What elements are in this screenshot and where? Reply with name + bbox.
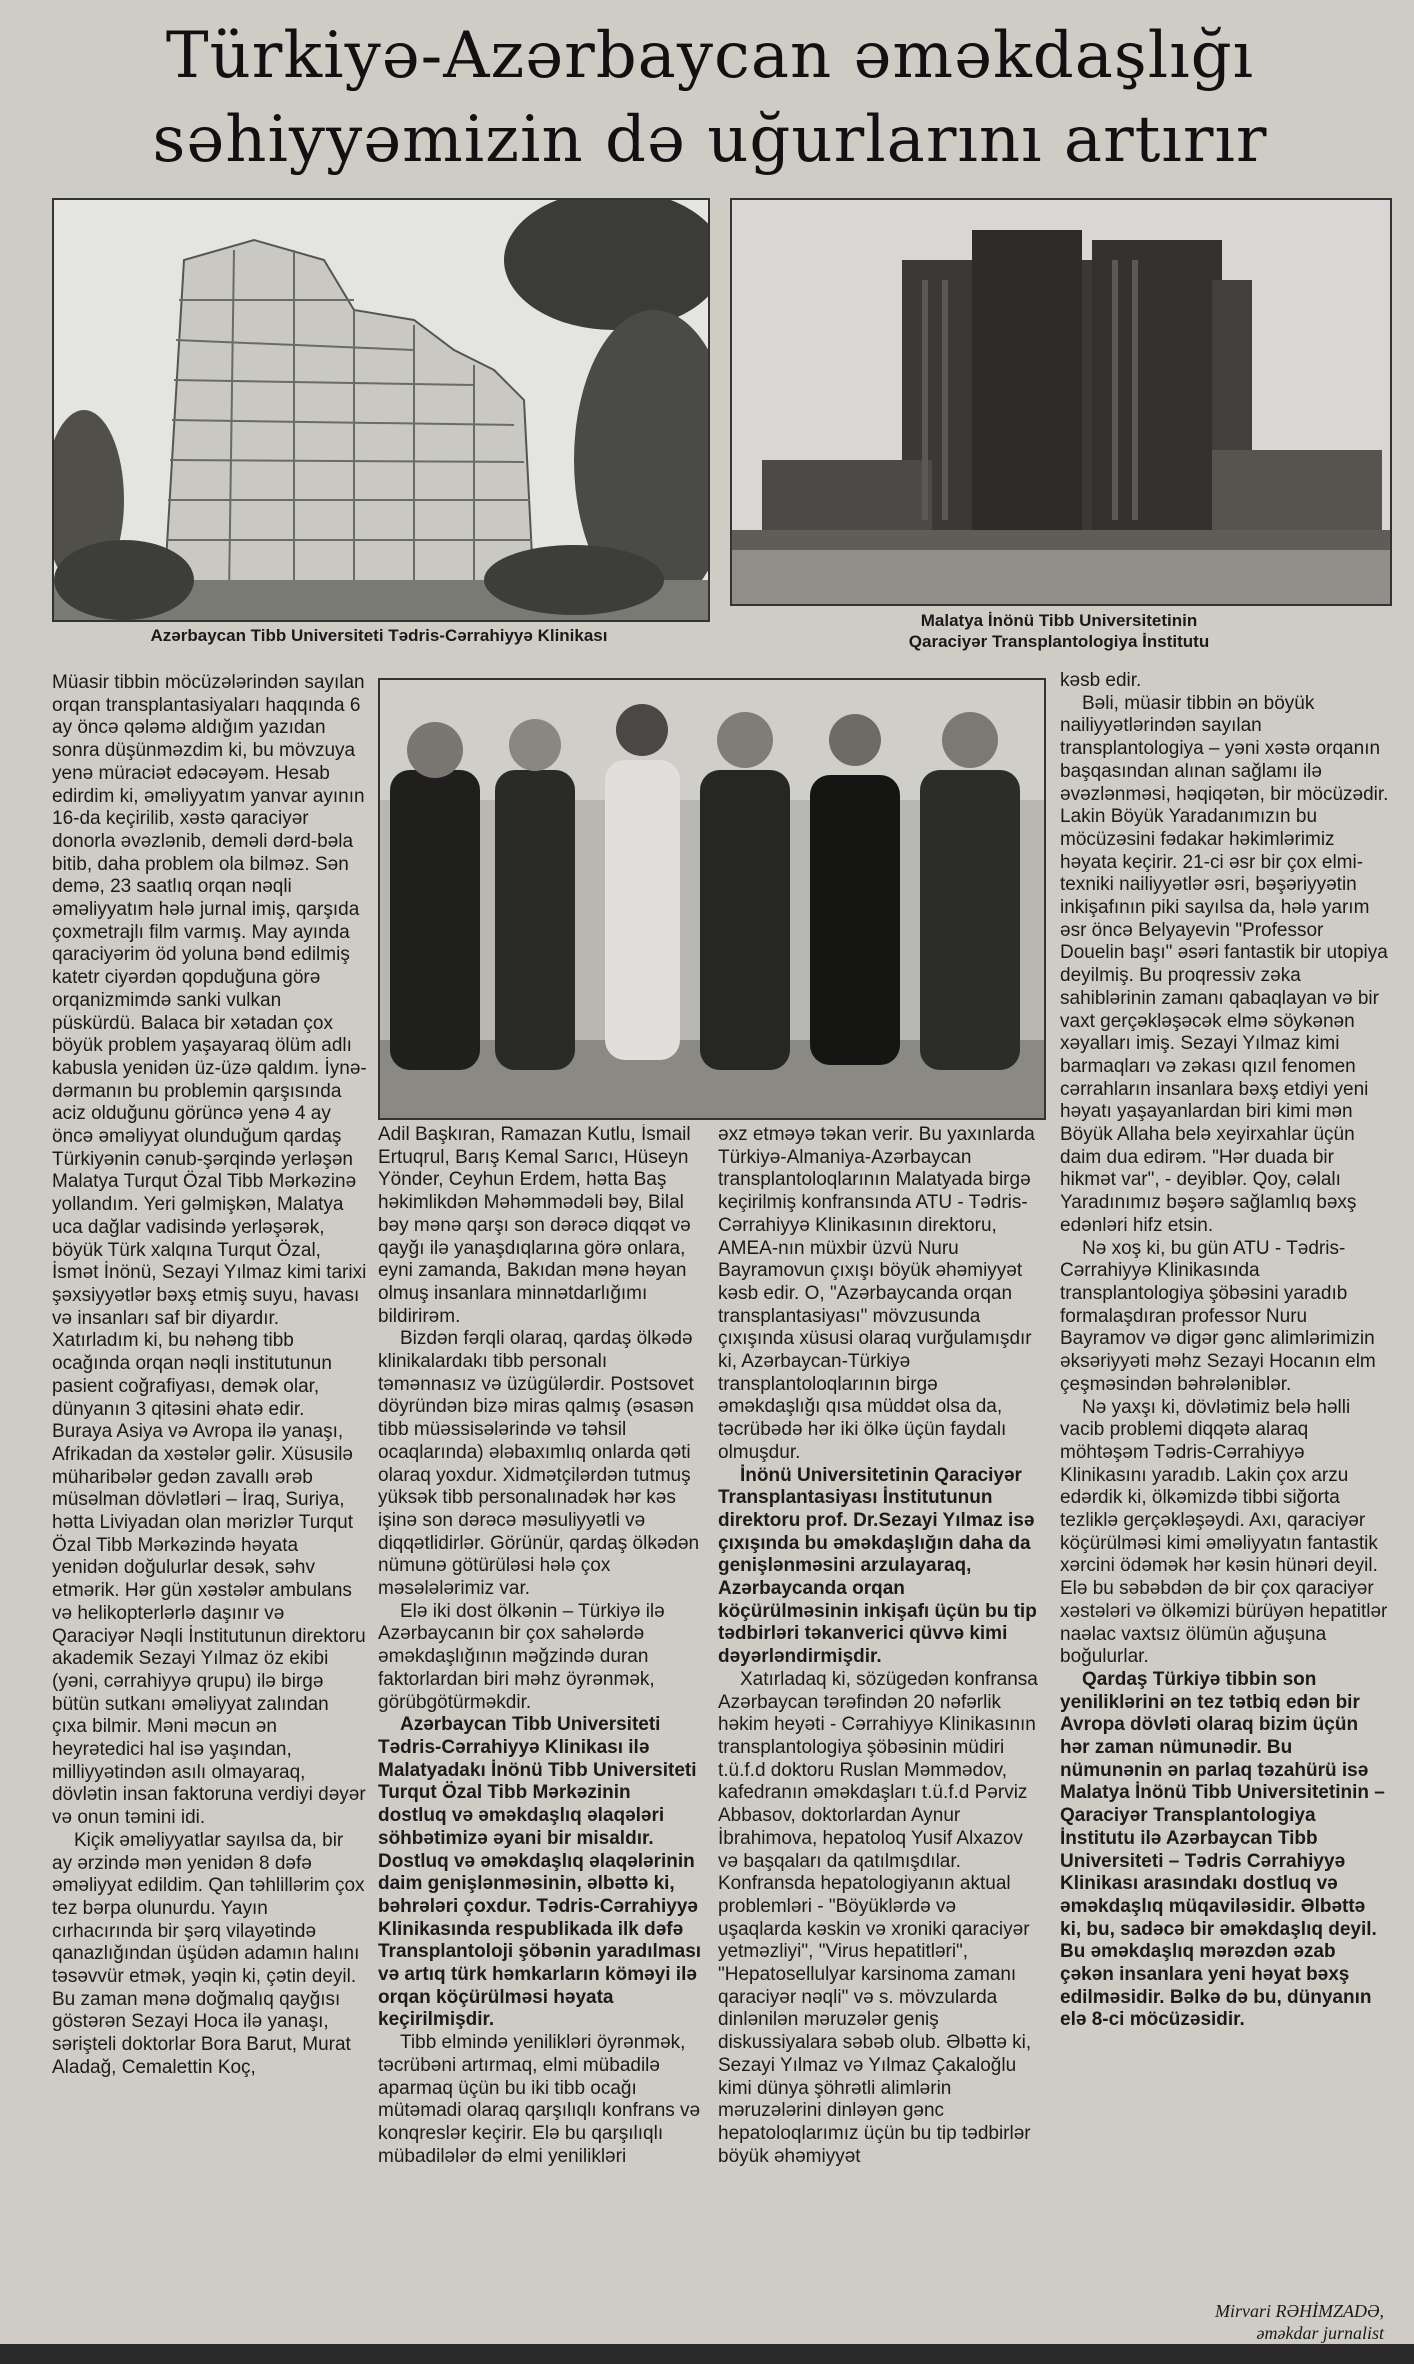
group-photo-illustration <box>380 680 1044 1118</box>
col4-paragraph-4: Nə yaxşı ki, dövlətimiz belə həlli vacib problemi diqqətə alaraq möhtəşəm Tədris-Cərrahiyyə Klinikasını yaradıb. Lakin çox arzu edərdik ki, ölkəmizdə tibbi siğorta tezliklə gerçəkləşəydi. Axı, qaraciyər köçürülməsi kimi əməliyyatın fantastik xərcini ödəmək hər kəsin hünəri deyil. Elə bu səbəbdən də bir çox qaraciyər xəstələri və ölkəmizi bürüyən hepatitlər naəlac vaxtsız ölümün ağuşuna boğulurlar. <box>1060 1396 1388 1668</box>
col2-paragraph-4-bold: Azərbaycan Tibb Universiteti Tədris-Cərrahiyyə Klinikası ilə Malatyadakı İnönü Tibb Universiteti Turqut Özal Tibb Mərkəzinin dostluq və əməkdaşlıq əlaqələri söhbətimizə əyani bir misaldır. Dostluq və əməkdaşlıq əlaqələrinin daim genişlənməsinin, əlbəttə ki, bəhrələri çoxdur. Tədris-Cərrahiyyə Klinikasında respublikada ilk dəfə Transplantoloji şöbənin yaradılması və artıq türk həmkarların köməyi ilə orqan köçürülməsi həyata keçirilmişdir. <box>378 1714 702 2031</box>
clinic-photo-caption: Azərbaycan Tibb Universiteti Tədris-Cərrahiyyə Klinikası <box>150 626 608 645</box>
article-column-3 <box>718 1124 1042 2336</box>
col2-paragraph-3: Elə iki dost ölkənin – Türkiyə ilə Azərbaycanın bir çox sahələrdə əməkdaşlığının məğzində duran faktorlardan biri məhz öyrənmək, görübgötürməkdir. <box>378 1600 665 1713</box>
headline-line-1: Türkiyə-Azərbaycan əməkdaşlığı <box>165 19 1255 93</box>
headline-line-2: səhiyyəmizin də uğurlarını artırır <box>152 103 1268 177</box>
institute-building-photo <box>730 198 1392 606</box>
bottom-edge-strip <box>0 2344 1414 2364</box>
col3-paragraph-1: əxz etməyə təkan verir. Bu yaxınlarda Türkiyə-Almaniya-Azərbaycan transplantoloqlarının Malatyada birgə keçirilmiş konfransında ATU - Tədris-Cərrahiyyə Klinikasının direktoru, AMEA-nın müxbir üzvü Nuru Bayramovun çıxışı böyük əhəmiyyət kəsb edir. O, "Azərbaycanda orqan transplantasiyası" mövzusunda çıxışında xüsusi olaraq vurğulamışdır ki, Azərbaycan-Türkiyə transplantoloqlarının birgə əməkdaşlığı qısa müddət olsa da, təcrübədə hər iki ölkə üçün faydalı olmuşdur. <box>718 1124 1035 1463</box>
col4-paragraph-3: Nə xoş ki, bu gün ATU - Tədris-Cərrahiyyə Klinikasında transplantologiya şöbəsini yaradıb formalaşdıran professor Nuru Bayramov və digər gənc alimlərimizin əksəriyyəti məhz Sezayi Hocanın elm çeşməsindən bəhrələniblər. <box>1060 1237 1376 1395</box>
headline <box>40 14 1380 182</box>
article-column-4 <box>1060 670 1390 2295</box>
col4-paragraph-5-bold: Qardaş Türkiyə tibbin son yeniliklərini ən tez tətbiq edən bir Avropa dövləti olaraq bizim üçün hər zaman nümunədir. Bu nümunənin ən parlaq təzahürü isə Malatya İnönü Tibb Universitetinin – Qaraciyər Transplantologiya İnstitutu ilə Azərbaycan Tibb Universiteti – Tədris Cərrahiyyə Klinikası arasındakı dostluq və əməkdaşlıq müqaviləsidir. Əlbəttə ki, bu, sadəcə bir əməkdaşlıq deyil. Bu əməkdaşlıq mərəzdən əzab çəkən insanlara yeni həyat bəxş edilməsidir. Bəlkə də bu, dünyanın elə 8-ci möcüzəsidir. <box>1060 1668 1385 2031</box>
group-photo <box>378 678 1046 1120</box>
col2-paragraph-1: Adil Başkıran, Ramazan Kutlu, İsmail Ertuqrul, Barış Kemal Sarıcı, Hüseyn Yönder, Ceyhun Erdem, hətta Baş həkimlikdən Məhəmmədəli bəy, Bilal bəy mənə qarşı son dərəcə diqqət və qayğı ilə yanaşdıqlarına görə onlara, eyni zamanda, Bakıdan mənə həyan olmuş insanlara minnətdarlığımı bildirirəm. <box>378 1124 691 1327</box>
institute-building-illustration <box>732 200 1390 604</box>
col4-paragraph-2: Bəli, müasir tibbin ən böyük nailiyyətlərindən sayılan transplantologiya – yəni xəstə orqanın başqasından alınan sağlamı ilə əvəzlənməsi, həqiqətən, bir möcüzədir. Lakin Böyük Yaradanımızın bu möcüzəsini fədakar həkimlərimiz həyata keçirir. 21-ci əsr bir çox elmi-texniki nailiyyətlər əsri, bəşəriyyətin inkişafının piki sayılsa da, hələ yarım əsr öncə Belyayevin "Professor Douelin başı" əsəri fantastik bir utopiya deyilmiş. Bu proqressiv zəka sahiblərinin zamanı qabaqlayan və bir vaxt gerçəkləşəcək elmə söykənən xəyalları imiş. Sezayi Yılmaz kimi barmaqları və zəkası qızıl fenomen cərrahların insanlara bəxş etdiyi yeni həyatı yaşayanlardan biri kimi mən Böyük Allaha belə xeyirxahlar üçün daim dua edirəm. "Hər duada bir hikmət var", - deyiblər. Qoy, cəlalı Yaradınımız bəşərə sağlamlıq bəxş edənləri hifz etsin. <box>1060 692 1389 1236</box>
clinic-building-photo <box>52 198 710 622</box>
clinic-building-illustration <box>54 200 708 620</box>
article-column-1 <box>52 672 368 2302</box>
col3-paragraph-2-bold: İnönü Universitetinin Qaraciyər Transplantasiyası İnstitutunun direktoru prof. Dr.Sezayi Yılmaz isə çıxışında bu əməkdaşlığın daha da genişlənməsini arzulayaraq, Azərbaycanda orqan köçürülməsinin inkişafı üçün bu tip tədbirləri təkanverici qüvvə kimi dəyərləndirmişdir. <box>718 1464 1037 1668</box>
col1-paragraph-1: Müasir tibbin möcüzələrindən sayılan orqan transplantasiyaları haqqında 6 ay öncə qələmə aldığım yazıdan sonra düşünməzdim ki, bu mövzuya yenə müraciət edəcəyəm. Hesab edirdim ki, əməliyyatım yanvar ayının 16-da keçirilib, xəstə qaraciyər donorla əvəzlənib, deməli dərd-bəla bitib, daha problem ola bilməz. Sən demə, 23 saatlıq orqan nəqli əməliyyatım hələ jurnal imiş, qarşıda çoxmetrajlı film varmış. May ayında qaraciyərim öd yoluna bənd edilmiş katetr ciyərdən qopduğuna görə orqanizmimdə sanki vulkan püskürdü. Balaca bir xətadan çox böyük problem yaşayaraq ölüm adlı kabusla yenidən üz-üzə qaldım. İynə-dərmanın bu problemin qarşısında aciz olduğunu görüncə yenə 4 ay öncə əməliyyat olunduğum qardaş Türkiyənin cənub-şərqində yerləşən Malatya Turqut Özal Tibb Mərkəzinə yollandım. Yeri gəlmişkən, Malatya uca dağlar vadisində yerləşərək, böyük Türk xalqına Turqut Özal, İsmət İnönü, Sezayi Yılmaz kimi tarixi şəxsiyyətlər bəxş etmiş suyu, havası və insanları saf bir diyardır. Xatırladım ki, bu nəhəng tibb ocağında orqan nəqli institutunun pasient coğrafiyası, demək olar, dünyanın 3 qitəsini əhatə edir. Buraya Asiya və Avropa ilə yanaşı, Afrikadan da xəstələr gəlir. Xüsusilə müharibələr gedən zavallı ərəb müsəlman dövlətləri – İraq, Suriya, hətta Liviyadan olan mərizlər Turqut Özal Tibb Mərkəzində həyata yenidən doğulurlar desək, səhv etmərik. Hər gün xəstələr ambulans və helikopterlərlə daşınır və Qaraciyər Nəqli İnstitutunun direktoru akademik Sezayi Yılmaz öz ekibi (yəni, cərrahiyyə qrupu) ilə birgə bütün sutkanı əməliyyat zalından çıxa bilmir. Məni məcun ən heyrətedici hal isə yaşından, milliyyətindən asılı olmayaraq, dövlətin insan faktoruna verdiyi dəyər və onun təmini idi. <box>52 672 367 1829</box>
author-title: əməkdar jurnalist <box>1256 2323 1384 2343</box>
institute-caption-line-2: Qaraciyər Transplantologiya İnstitutu <box>908 632 1210 651</box>
col2-paragraph-2: Bizdən fərqli olaraq, qardaş ölkədə klinikalardakı tibb personalı təmənnasız və üzügülərdir. Postsovet döyründən bizə miras qalmış (əsasən tibb müəssisələrində və təhsil ocaqlarında) ələbaxımlıq onlarda qəti olaraq yoxdur. Xidmətçilərdən tutmuş yüksək tibb personalınadək hər kəs işinə son dərəcə məsuliyyətli və diqqətlidirlər. Görünür, qardaş ölkədən nümunə götürüləsi hələ çox məsələlərimiz var. <box>378 1328 700 1600</box>
author-signature <box>1215 2300 1384 2344</box>
author-name: Mirvari RƏHİMZADƏ, <box>1215 2301 1384 2321</box>
institute-caption-line-1: Malatya İnönü Tibb Universitetinin <box>920 611 1198 630</box>
col1-paragraph-2: Kiçik əməliyyatlar sayılsa da, bir ay ərzində mən yenidən 8 dəfə əməliyyat edildim. Qan təhlillərim çox tez bərpa olunurdu. Yayın cırhacırında bir şərq vilayətində qanazlığından üşüdən adamın halını təsəvvür etmək, yəqin ki, çətin deyil. Bu zaman mənə doğmalıq qayğısı göstərən Sezayi Hoca ilə yanaşı, sərişteli doktorlar Bora Barut, Murat Aladağ, Cemalettin Koç, <box>52 1829 365 2078</box>
article-column-2 <box>378 1124 704 2336</box>
col4-paragraph-1: kəsb edir. <box>1060 670 1142 691</box>
institute-photo-caption <box>730 610 1388 652</box>
col3-paragraph-3: Xatırladaq ki, sözügedən konfransa Azərbaycan tərəfindən 20 nəfərlik həkim heyəti - Cərrahiyyə Klinikasının transplantologiya şöbəsinin müdiri t.ü.f.d doktoru Ruslan Məmmədov, kafedranın əməkdaşları t.ü.f.d Pərviz Abbasov, doktorlardan Aynur İbrahimova, hepatoloq Yusif Alxazov və başqaları da qatılmışdılar. Konfransda hepatologiyanın aktual problemləri - "Böyüklərdə və uşaqlarda kəskin və xroniki qaraciyər yetməzliyi", "Virus hepatitləri", "Hepatosellulyar karsinoma zamanı qaraciyər nəqli" və s. mövzularda dinlənilən məruzələr geniş diskussiyalara səbəb olub. Əlbəttə ki, Sezayi Yılmaz və Yılmaz Çakaloğlu kimi dünya şöhrətli alimlərin məruzələrini dinləyən gənc hepatoloqlarımız üçün bu tip tədbirlər böyük əhəmiyyət <box>718 1668 1038 2167</box>
col2-paragraph-5: Tibb elmində yenilikləri öyrənmək, təcrübəni artırmaq, elmi mübadilə aparmaq üçün bu iki tibb ocağı mütəmadi olaraq qarşılıqlı konfrans və konqreslər keçirir. Elə bu qarşılıqlı mübadilələr də elmi yenilikləri <box>378 2032 701 2167</box>
